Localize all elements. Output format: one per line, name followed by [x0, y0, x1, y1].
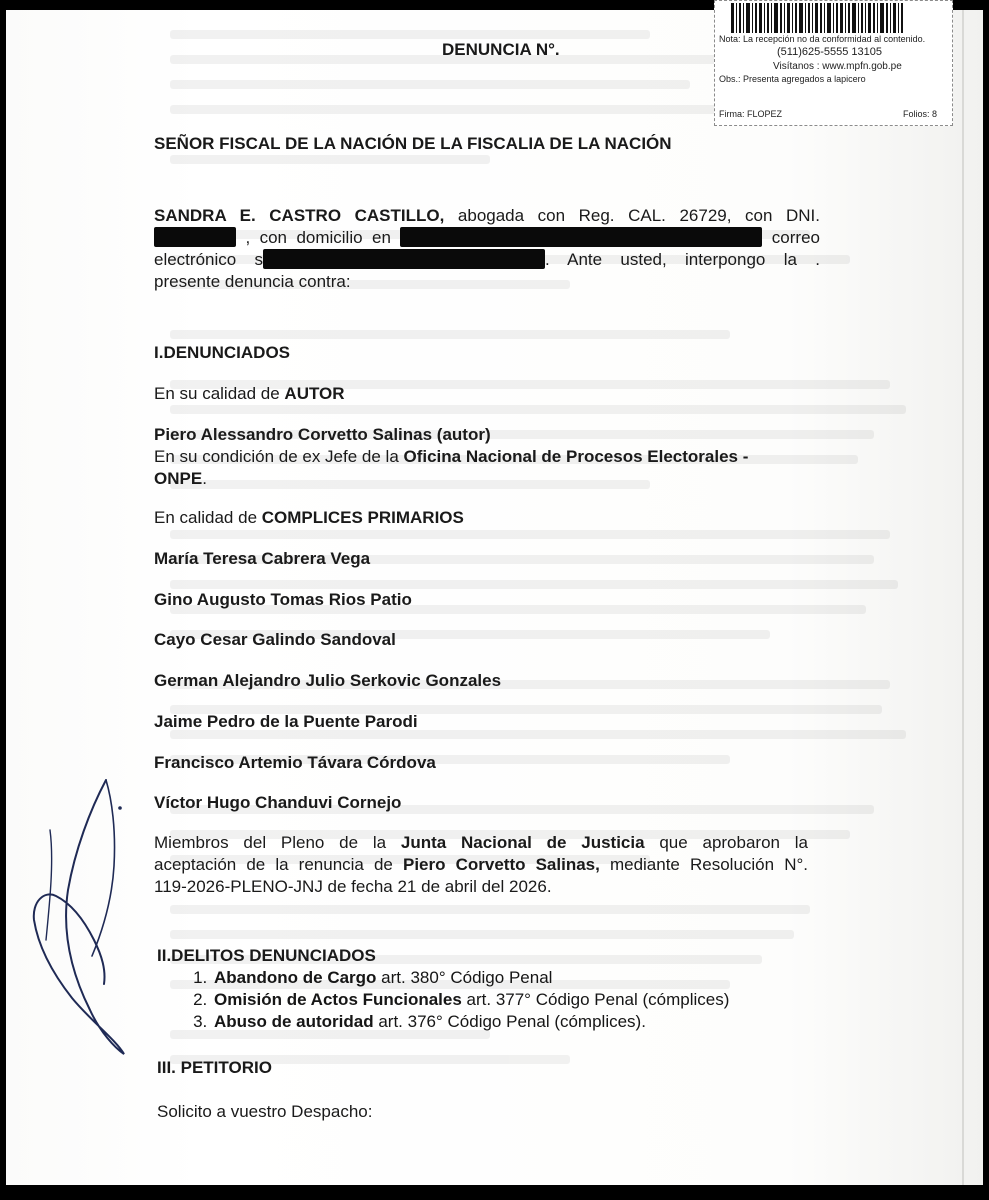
- barcode: [731, 3, 948, 33]
- complice-name: Jaime Pedro de la Puente Parodi: [154, 712, 418, 731]
- complice-name: Cayo Cesar Galindo Sandoval: [154, 630, 396, 649]
- stamp-firma: Firma: FLOPEZ: [719, 109, 783, 119]
- photo-border-bottom: [0, 1185, 989, 1200]
- complice-name: María Teresa Cabrera Vega: [154, 549, 371, 568]
- autor-role-line-2: ONPE.: [154, 469, 207, 488]
- delito-item: 2. Omisión de Actos Funcionales art. 377° Código Penal (cómplices): [212, 989, 729, 1011]
- intro-line-1: SANDRA E. CASTRO CASTILLO, abogada con Reg. CAL. 26729, con DNI.: [154, 206, 820, 225]
- addressee: SEÑOR FISCAL DE LA NACIÓN DE LA FISCALIA DE LA NACIÓN: [154, 134, 672, 153]
- stamp-website: Visítanos : www.mpfn.gob.pe: [773, 61, 902, 72]
- delitos-list: [184, 967, 729, 1033]
- stamp-phone: (511)625-5555 13105: [777, 46, 882, 58]
- redaction-dni: [154, 227, 236, 247]
- photo-border-right: [983, 0, 989, 1200]
- redaction-email: [263, 249, 545, 269]
- miembros-line-3: 119-2026-PLENO-JNJ de fecha 21 de abril del 2026.: [154, 877, 552, 896]
- intro-line-2: , con domicilio en correo: [154, 227, 820, 249]
- stamp-folios: Folios: 8: [903, 109, 938, 119]
- autor-role-line-1: En su condición de ex Jefe de la Oficina Nacional de Procesos Electorales -: [154, 447, 749, 466]
- handwritten-signature: [20, 770, 140, 1060]
- complice-name: Víctor Hugo Chanduvi Cornejo: [154, 793, 402, 812]
- section-3-heading: III. PETITORIO: [157, 1058, 272, 1077]
- complices-label-line: En calidad de COMPLICES PRIMARIOS: [154, 508, 464, 527]
- stamp-observation: Obs.: Presenta agregados a lapicero: [719, 74, 866, 84]
- document-title: DENUNCIA N°.: [442, 40, 560, 59]
- section-2-heading: II.DELITOS DENUNCIADOS: [157, 946, 376, 965]
- delito-item: 1. Abandono de Cargo art. 380° Código Penal: [212, 967, 729, 989]
- stamp-notice: Nota: La recepción no da conformidad al contenido.: [719, 34, 926, 44]
- petitorio-text: Solicito a vuestro Despacho:: [157, 1102, 373, 1121]
- redaction-address: [400, 227, 762, 247]
- complice-name: German Alejandro Julio Serkovic Gonzales: [154, 671, 502, 690]
- page-fold-line: [962, 10, 964, 1185]
- section-1-heading: I.DENUNCIADOS: [154, 343, 291, 362]
- delito-item: 3. Abuso de autoridad art. 376° Código Penal (cómplices).: [212, 1011, 729, 1033]
- autor-name: Piero Alessandro Corvetto Salinas (autor): [154, 425, 491, 444]
- reception-stamp: [714, 0, 953, 126]
- complice-name: Francisco Artemio Távara Córdova: [154, 753, 436, 772]
- miembros-line-2: aceptación de la renuncia de Piero Corvetto Salinas, mediante Resolución N°.: [154, 855, 808, 874]
- intro-line-4: presente denuncia contra:: [154, 272, 351, 291]
- autor-label-line: En su calidad de AUTOR: [154, 384, 345, 403]
- intro-line-3: electrónico s . Ante usted, interpongo la .: [154, 250, 820, 269]
- miembros-line-1: Miembros del Pleno de la Junta Nacional de Justicia que aprobaron la: [154, 833, 809, 852]
- complice-name: Gino Augusto Tomas Rios Patio: [154, 590, 412, 609]
